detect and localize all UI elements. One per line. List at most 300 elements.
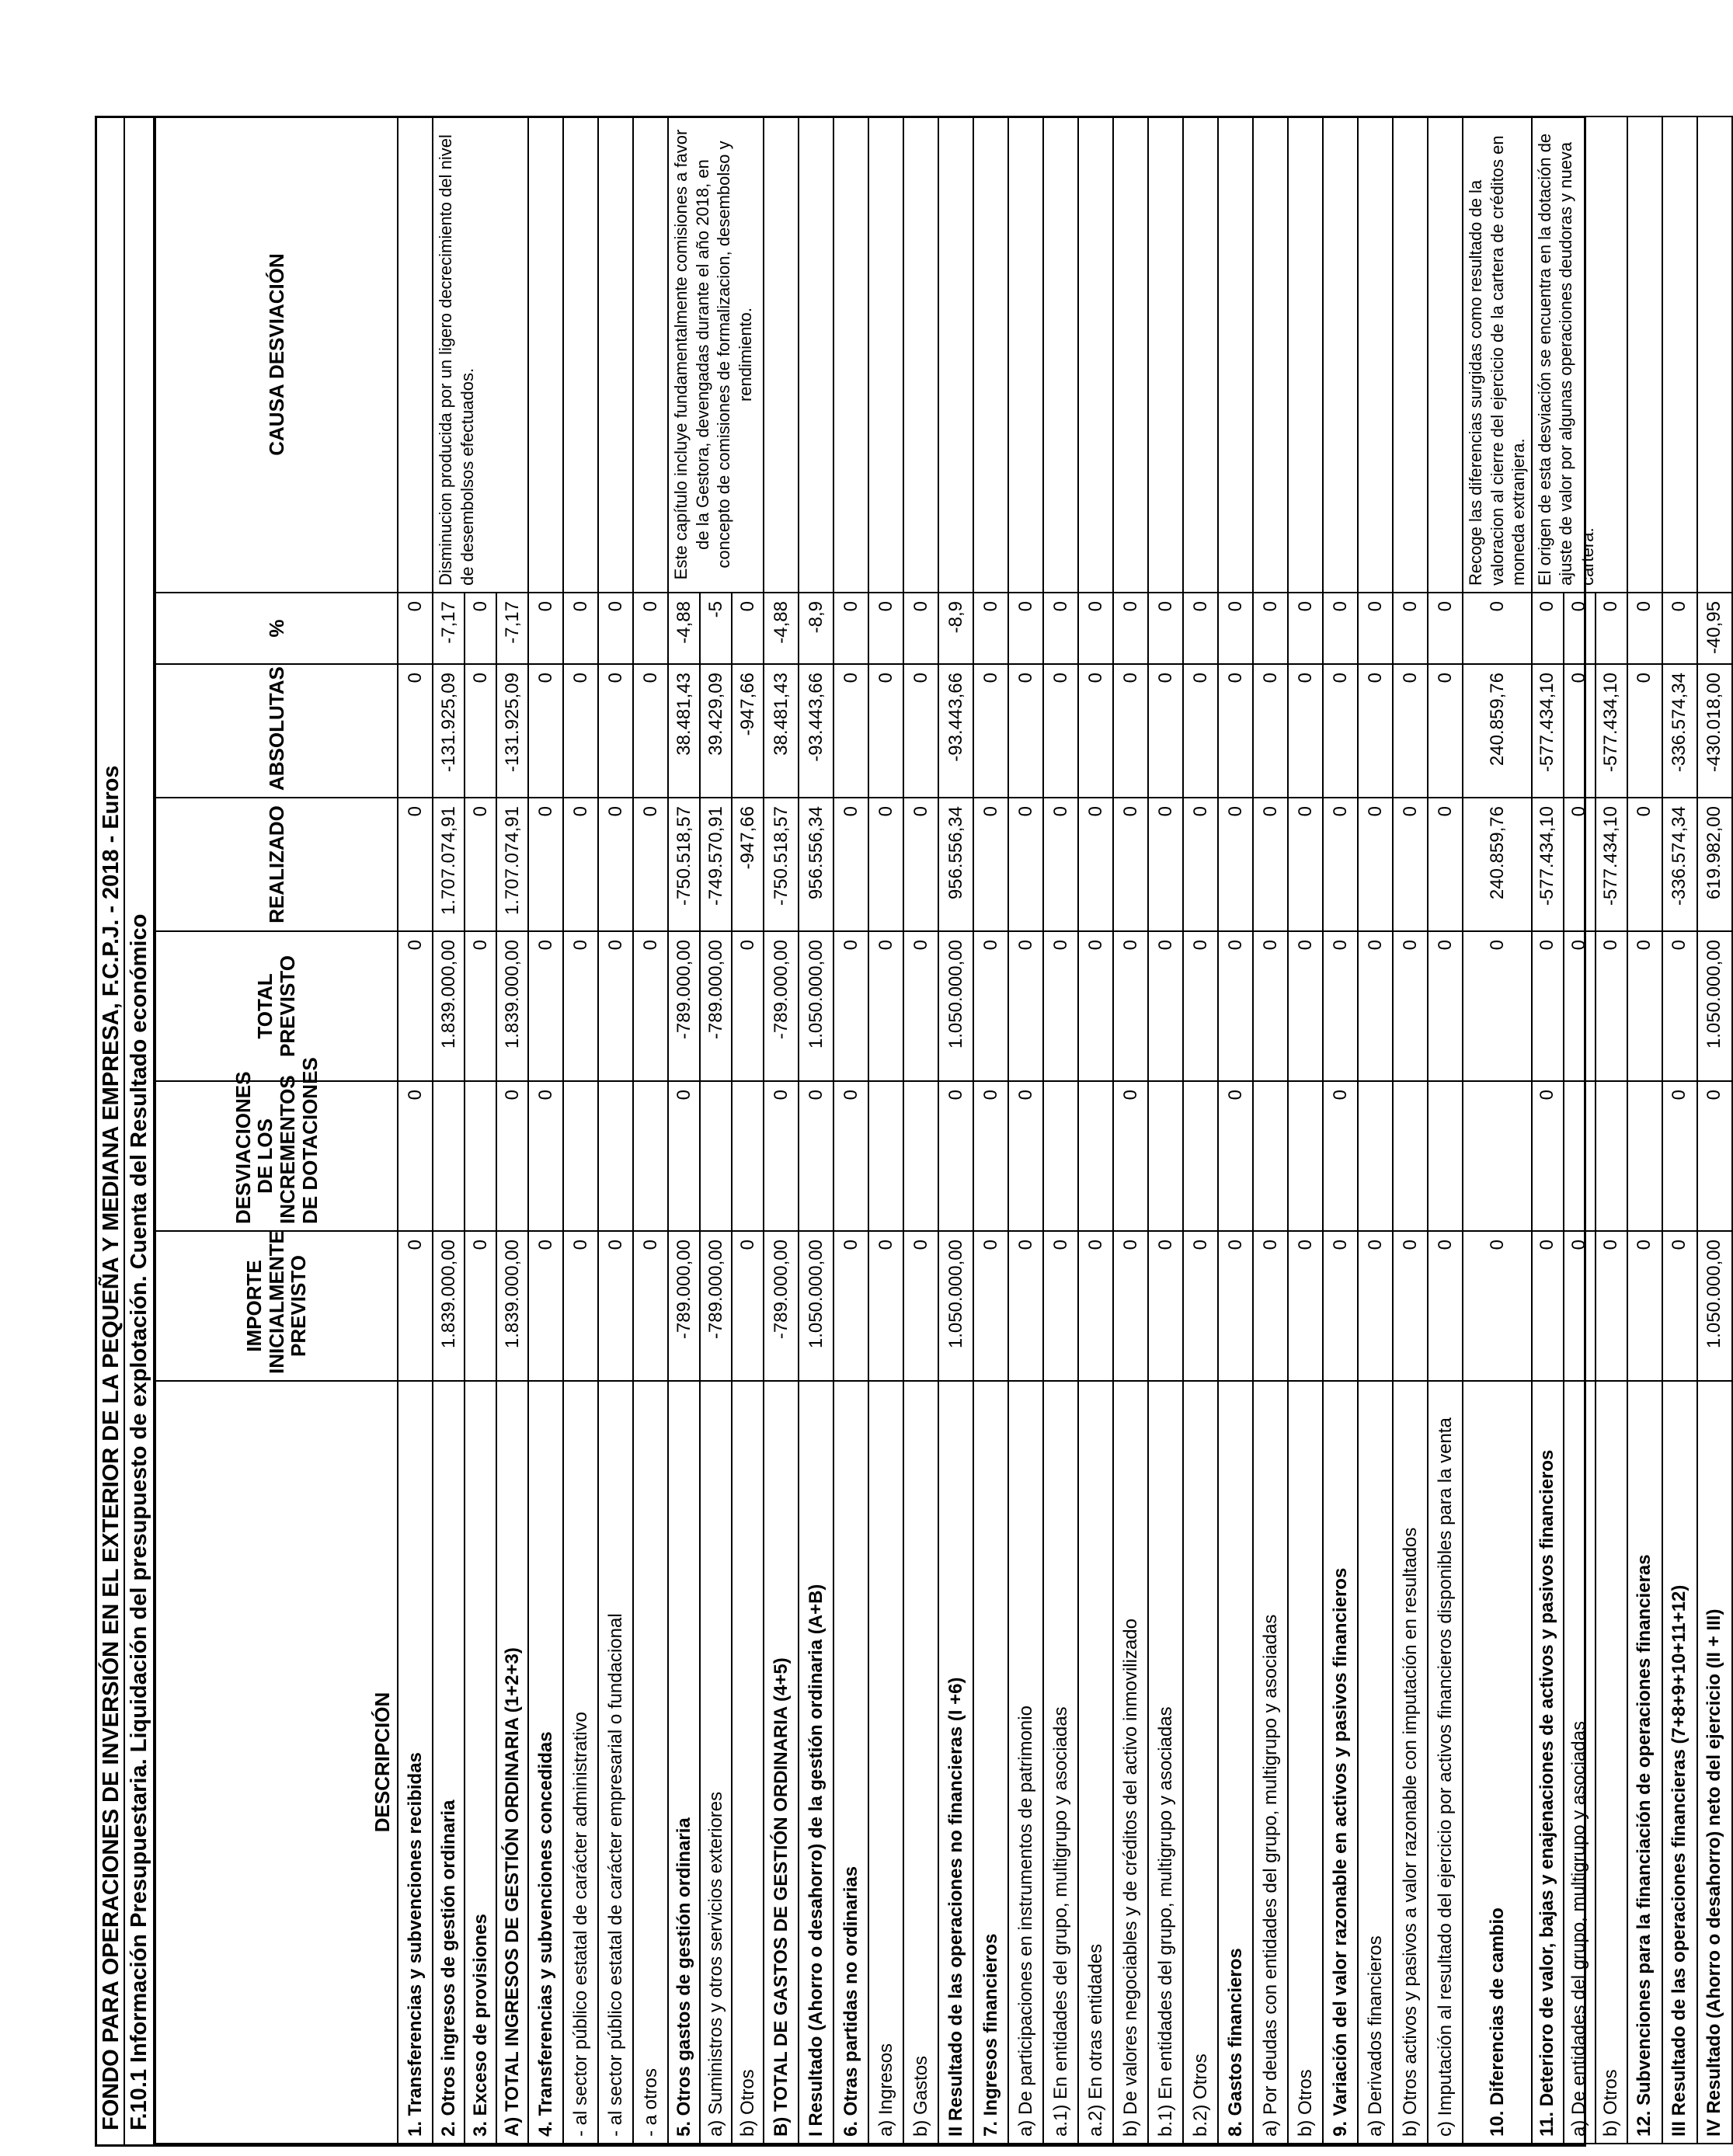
cell-causa-desviacion-empty xyxy=(1253,116,1288,593)
row-description: a) Suministros y otros servicios exteriores xyxy=(700,1381,732,2144)
cell-realizado: 0 xyxy=(973,798,1008,931)
row-description: - al sector público estatal de carácter administrativo xyxy=(563,1381,598,2144)
cell-total-previsto: 0 xyxy=(465,931,496,1081)
cell-desviaciones-incrementos: 0 xyxy=(1532,1081,1564,1231)
header-realizado: REALIZADO xyxy=(155,798,398,931)
cell-total-previsto: 0 xyxy=(1183,931,1218,1081)
table-row xyxy=(598,116,633,2144)
cell-desviaciones-incrementos: 0 xyxy=(1323,1081,1358,1231)
cell-importe-inicial: -789.000,00 xyxy=(764,1231,799,1381)
cell-desviaciones-incrementos: 0 xyxy=(1662,1081,1697,1231)
cell-realizado: -749.570,91 xyxy=(700,798,732,931)
table-row xyxy=(868,116,903,2144)
cell-desviaciones-incrementos: 0 xyxy=(938,1081,973,1231)
cell-desviaciones-incrementos xyxy=(1043,1081,1078,1231)
cell-desviaciones-incrementos: 0 xyxy=(799,1081,833,1231)
table-row xyxy=(1627,116,1662,2144)
cell-porcentaje: 0 xyxy=(1463,593,1532,664)
cell-desviaciones-incrementos xyxy=(1358,1081,1393,1231)
cell-absolutas: 0 xyxy=(598,664,633,798)
cell-desviaciones-incrementos xyxy=(465,1081,496,1231)
cell-total-previsto: 0 xyxy=(1148,931,1183,1081)
table-row xyxy=(799,116,833,2144)
row-description: b) Gastos xyxy=(903,1381,938,2144)
table-row xyxy=(1662,116,1697,2144)
cell-realizado: 0 xyxy=(868,798,903,931)
cell-porcentaje: 0 xyxy=(1113,593,1148,664)
cell-total-previsto: 0 xyxy=(973,931,1008,1081)
cell-absolutas: 39.429,09 xyxy=(700,664,732,798)
cell-realizado: 0 xyxy=(1253,798,1288,931)
row-description: B) TOTAL DE GASTOS DE GESTIÓN ORDINARIA (4+5) xyxy=(764,1381,799,2144)
table-row xyxy=(1358,116,1393,2144)
cell-total-previsto: 1.050.000,00 xyxy=(938,931,973,1081)
cell-desviaciones-incrementos xyxy=(633,1081,668,1231)
header-importe-inicial: IMPORTE INICIALMENTE PREVISTO xyxy=(155,1231,398,1381)
cell-absolutas: 0 xyxy=(1008,664,1043,798)
cell-importe-inicial: 0 xyxy=(1148,1231,1183,1381)
cell-causa-desviacion-empty xyxy=(1148,116,1183,593)
row-description: 8. Gastos financieros xyxy=(1218,1381,1253,2144)
cell-desviaciones-incrementos: 0 xyxy=(1218,1081,1253,1231)
table-row xyxy=(938,116,973,2144)
row-description: b) Otros xyxy=(1288,1381,1323,2144)
cell-importe-inicial: 0 xyxy=(398,1231,433,1381)
cell-causa-desviacion-empty xyxy=(973,116,1008,593)
row-description: - al sector público estatal de carácter empresarial o fundacional xyxy=(598,1381,633,2144)
cell-porcentaje: -8,9 xyxy=(799,593,833,664)
row-description: 7. Ingresos financieros xyxy=(973,1381,1008,2144)
cell-total-previsto: 0 xyxy=(1358,931,1393,1081)
cell-porcentaje: 0 xyxy=(1078,593,1113,664)
row-description: 12. Subvenciones para la financiación de operaciones financieras xyxy=(1627,1381,1662,2144)
cell-porcentaje: -4,88 xyxy=(764,593,799,664)
header-absolutas: ABSOLUTAS xyxy=(155,664,398,798)
cell-realizado: 0 xyxy=(398,798,433,931)
cell-realizado: 0 xyxy=(1078,798,1113,931)
cell-importe-inicial: 0 xyxy=(1358,1231,1393,1381)
cell-realizado: 0 xyxy=(1218,798,1253,931)
cell-causa-desviacion-empty xyxy=(1078,116,1113,593)
cell-causa-desviacion-empty xyxy=(1218,116,1253,593)
cell-total-previsto: 0 xyxy=(1627,931,1662,1081)
table-row xyxy=(1323,116,1358,2144)
row-description: 2. Otros ingresos de gestión ordinaria xyxy=(433,1381,465,2144)
cell-causa-desviacion-empty xyxy=(1697,116,1732,593)
cell-desviaciones-incrementos: 0 xyxy=(528,1081,563,1231)
row-description: 9. Variación del valor razonable en activos y pasivos financieros xyxy=(1323,1381,1358,2144)
cell-absolutas: 0 xyxy=(903,664,938,798)
cell-realizado: 0 xyxy=(528,798,563,931)
cell-porcentaje: 0 xyxy=(973,593,1008,664)
cell-total-previsto: 0 xyxy=(528,931,563,1081)
cell-importe-inicial: 0 xyxy=(563,1231,598,1381)
cell-total-previsto: 0 xyxy=(1008,931,1043,1081)
table-row xyxy=(1697,116,1732,2144)
cell-causa-desviacion-empty xyxy=(1358,116,1393,593)
cell-porcentaje: 0 xyxy=(833,593,868,664)
header-porcentaje: % xyxy=(155,593,398,664)
cell-absolutas: 0 xyxy=(398,664,433,798)
cell-importe-inicial: 0 xyxy=(868,1231,903,1381)
cell-desviaciones-incrementos xyxy=(1393,1081,1428,1231)
table-row xyxy=(563,116,598,2144)
cell-total-previsto: 0 xyxy=(1428,931,1463,1081)
cell-porcentaje: 0 xyxy=(563,593,598,664)
row-description: 1. Transferencias y subvenciones recibidas xyxy=(398,1381,433,2144)
cell-realizado: 0 xyxy=(1043,798,1078,931)
cell-realizado: 0 xyxy=(1393,798,1428,931)
cell-desviaciones-incrementos: 0 xyxy=(668,1081,700,1231)
cell-causa-desviacion-empty xyxy=(563,116,598,593)
cell-realizado: -577.434,10 xyxy=(1596,798,1627,931)
header-descripcion: DESCRIPCIÓN xyxy=(155,1381,398,2144)
row-description: - a otros xyxy=(633,1381,668,2144)
cell-absolutas: 0 xyxy=(1183,664,1218,798)
cell-desviaciones-incrementos xyxy=(433,1081,465,1231)
cell-total-previsto: -789.000,00 xyxy=(764,931,799,1081)
cell-absolutas: 0 xyxy=(633,664,668,798)
cell-causa-desviacion-empty xyxy=(1183,116,1218,593)
cell-porcentaje: 0 xyxy=(903,593,938,664)
cell-porcentaje: 0 xyxy=(868,593,903,664)
cell-porcentaje: 0 xyxy=(398,593,433,664)
cell-realizado: -577.434,10 xyxy=(1532,798,1564,931)
cell-realizado: 0 xyxy=(1564,798,1596,931)
cell-porcentaje: -5 xyxy=(700,593,732,664)
cell-importe-inicial: 0 xyxy=(1532,1231,1564,1381)
cell-causa-desviacion-empty xyxy=(833,116,868,593)
report-subtitle: F.10.1 Información Presupuestaria. Liquidación del presupuesto de explotación. Cuenta del Resultado económico xyxy=(125,118,155,2144)
row-description: 3. Exceso de provisiones xyxy=(465,1381,496,2144)
cell-desviaciones-incrementos: 0 xyxy=(398,1081,433,1231)
cell-importe-inicial: -789.000,00 xyxy=(700,1231,732,1381)
cell-causa-desviacion: Este capítulo incluye fundamentalmente comisiones a favor de la Gestora, devengadas durante el año 2018, en concepto de comisiones de formalizacion, desembolso y rendimiento. xyxy=(668,116,764,593)
cell-total-previsto: 0 xyxy=(633,931,668,1081)
cell-porcentaje: -40,95 xyxy=(1697,593,1732,664)
cell-causa-desviacion: El origen de esta desviación se encuentra en la dotación de ajuste de valor por algunas operaciones deudoras y nueva cartera. xyxy=(1532,116,1627,593)
table-row xyxy=(528,116,563,2144)
cell-total-previsto: 0 xyxy=(1218,931,1253,1081)
cell-causa-desviacion: Disminucion producida por un ligero decrecimiento del nivel de desembolsos efectuados. xyxy=(433,116,528,593)
cell-desviaciones-incrementos xyxy=(868,1081,903,1231)
cell-importe-inicial: 0 xyxy=(903,1231,938,1381)
cell-porcentaje: 0 xyxy=(1564,593,1596,664)
cell-absolutas: 0 xyxy=(1113,664,1148,798)
table-row xyxy=(1463,116,1532,2144)
cell-realizado: 0 xyxy=(563,798,598,931)
cell-porcentaje: -7,17 xyxy=(433,593,465,664)
cell-importe-inicial: 0 xyxy=(1113,1231,1148,1381)
cell-total-previsto: 1.839.000,00 xyxy=(496,931,528,1081)
cell-absolutas: -336.574,34 xyxy=(1662,664,1697,798)
cell-absolutas: 240.859,76 xyxy=(1463,664,1532,798)
table-row xyxy=(1148,116,1183,2144)
cell-importe-inicial: 0 xyxy=(528,1231,563,1381)
cell-causa-desviacion-empty xyxy=(1288,116,1323,593)
cell-importe-inicial: 0 xyxy=(598,1231,633,1381)
cell-realizado: -336.574,34 xyxy=(1662,798,1697,931)
row-description: II Resultado de las operaciones no financieras (I +6) xyxy=(938,1381,973,2144)
cell-realizado: 0 xyxy=(833,798,868,931)
cell-absolutas: 0 xyxy=(1393,664,1428,798)
cell-desviaciones-incrementos xyxy=(1564,1081,1596,1231)
row-description: c) Imputación al resultado del ejercicio por activos financieros disponibles para la venta xyxy=(1428,1381,1463,2144)
cell-total-previsto: 0 xyxy=(1463,931,1532,1081)
cell-desviaciones-incrementos xyxy=(1148,1081,1183,1231)
cell-desviaciones-incrementos xyxy=(563,1081,598,1231)
cell-importe-inicial: 1.050.000,00 xyxy=(938,1231,973,1381)
cell-desviaciones-incrementos xyxy=(1596,1081,1627,1231)
cell-realizado: 0 xyxy=(1627,798,1662,931)
row-description: 5. Otros gastos de gestión ordinaria xyxy=(668,1381,700,2144)
cell-realizado: 0 xyxy=(1323,798,1358,931)
cell-realizado: 0 xyxy=(1008,798,1043,931)
cell-importe-inicial: -789.000,00 xyxy=(668,1231,700,1381)
row-description: b.1) En entidades del grupo, multigrupo y asociadas xyxy=(1148,1381,1183,2144)
table-row xyxy=(433,116,465,2144)
table-body xyxy=(398,116,1732,2144)
cell-realizado: -947,66 xyxy=(732,798,764,931)
table-row xyxy=(903,116,938,2144)
cell-absolutas: 0 xyxy=(465,664,496,798)
cell-importe-inicial: 0 xyxy=(833,1231,868,1381)
cell-porcentaje: 0 xyxy=(1218,593,1253,664)
cell-porcentaje: 0 xyxy=(1393,593,1428,664)
cell-importe-inicial: 0 xyxy=(1564,1231,1596,1381)
header-total-previsto: TOTAL PREVISTO xyxy=(155,931,398,1081)
row-description: III Resultado de las operaciones financieras (7+8+9+10+11+12) xyxy=(1662,1381,1697,2144)
row-description: a) De entidades del grupo, multigrupo y asociadas xyxy=(1564,1381,1596,2144)
cell-importe-inicial: 0 xyxy=(973,1231,1008,1381)
table-row xyxy=(1008,116,1043,2144)
cell-porcentaje: 0 xyxy=(1288,593,1323,664)
row-description: a) De participaciones en instrumentos de patrimonio xyxy=(1008,1381,1043,2144)
cell-importe-inicial: 0 xyxy=(1253,1231,1288,1381)
cell-desviaciones-incrementos xyxy=(1428,1081,1463,1231)
cell-porcentaje: 0 xyxy=(465,593,496,664)
cell-total-previsto: 0 xyxy=(1532,931,1564,1081)
cell-total-previsto: 1.050.000,00 xyxy=(799,931,833,1081)
cell-total-previsto: 0 xyxy=(1078,931,1113,1081)
cell-importe-inicial: 0 xyxy=(1596,1231,1627,1381)
table-row xyxy=(973,116,1008,2144)
cell-porcentaje: 0 xyxy=(1323,593,1358,664)
row-description: I Resultado (Ahorro o desahorro) de la gestión ordinaria (A+B) xyxy=(799,1381,833,2144)
cell-causa-desviacion-empty xyxy=(398,116,433,593)
cell-importe-inicial: 0 xyxy=(1323,1231,1358,1381)
table-row xyxy=(1532,116,1564,2144)
table-row xyxy=(1253,116,1288,2144)
cell-absolutas: 0 xyxy=(1358,664,1393,798)
cell-importe-inicial: 0 xyxy=(1008,1231,1043,1381)
cell-causa-desviacion-empty xyxy=(1043,116,1078,593)
cell-causa-desviacion-empty xyxy=(1662,116,1697,593)
row-description: a) Ingresos xyxy=(868,1381,903,2144)
cell-importe-inicial: 1.839.000,00 xyxy=(496,1231,528,1381)
row-description: 6. Otras partidas no ordinarias xyxy=(833,1381,868,2144)
cell-absolutas: -93.443,66 xyxy=(799,664,833,798)
cell-realizado: 0 xyxy=(1358,798,1393,931)
table-row xyxy=(398,116,433,2144)
cell-absolutas: 0 xyxy=(1148,664,1183,798)
cell-total-previsto: -789.000,00 xyxy=(700,931,732,1081)
cell-absolutas: 0 xyxy=(1078,664,1113,798)
cell-absolutas: 0 xyxy=(868,664,903,798)
cell-realizado: 0 xyxy=(633,798,668,931)
cell-importe-inicial: 0 xyxy=(1393,1231,1428,1381)
cell-porcentaje: 0 xyxy=(1596,593,1627,664)
cell-causa-desviacion-empty xyxy=(1323,116,1358,593)
cell-porcentaje: -7,17 xyxy=(496,593,528,664)
cell-absolutas: 0 xyxy=(1428,664,1463,798)
table-row xyxy=(833,116,868,2144)
cell-importe-inicial: 0 xyxy=(1662,1231,1697,1381)
cell-desviaciones-incrementos: 0 xyxy=(764,1081,799,1231)
cell-importe-inicial: 0 xyxy=(1627,1231,1662,1381)
cell-absolutas: 0 xyxy=(1564,664,1596,798)
cell-absolutas: 0 xyxy=(1043,664,1078,798)
cell-total-previsto: 0 xyxy=(563,931,598,1081)
cell-realizado: 956.556,34 xyxy=(799,798,833,931)
cell-desviaciones-incrementos xyxy=(1463,1081,1532,1231)
cell-realizado: 1.707.074,91 xyxy=(433,798,465,931)
cell-realizado: 1.707.074,91 xyxy=(496,798,528,931)
cell-total-previsto: 0 xyxy=(833,931,868,1081)
cell-causa-desviacion-empty xyxy=(903,116,938,593)
cell-absolutas: 0 xyxy=(833,664,868,798)
cell-realizado: 0 xyxy=(465,798,496,931)
cell-total-previsto: 0 xyxy=(1288,931,1323,1081)
table-row xyxy=(668,116,700,2144)
cell-total-previsto: 0 xyxy=(1323,931,1358,1081)
cell-porcentaje: 0 xyxy=(1253,593,1288,664)
row-description: a.1) En entidades del grupo, multigrupo y asociadas xyxy=(1043,1381,1078,2144)
row-description: b) Otros activos y pasivos a valor razonable con imputación en resultados xyxy=(1393,1381,1428,2144)
row-description: 4. Transferencias y subvenciones concedidas xyxy=(528,1381,563,2144)
row-description: b) Otros xyxy=(732,1381,764,2144)
cell-realizado: 0 xyxy=(1113,798,1148,931)
table-header-row xyxy=(155,116,398,2144)
cell-porcentaje: 0 xyxy=(528,593,563,664)
cell-importe-inicial: 1.050.000,00 xyxy=(1697,1231,1732,1381)
cell-total-previsto: -789.000,00 xyxy=(668,931,700,1081)
report-title: FONDO PARA OPERACIONES DE INVERSIÓN EN EL EXTERIOR DE LA PEQUEÑA Y MEDIANA EMPRESA, F.C.P.J. - 2018 - Euros xyxy=(97,118,125,2144)
cell-absolutas: -430.018,00 xyxy=(1697,664,1732,798)
cell-realizado: 956.556,34 xyxy=(938,798,973,931)
cell-absolutas: 0 xyxy=(1218,664,1253,798)
cell-desviaciones-incrementos xyxy=(700,1081,732,1231)
cell-total-previsto: 0 xyxy=(1564,931,1596,1081)
row-description: a.2) En otras entidades xyxy=(1078,1381,1113,2144)
cell-desviaciones-incrementos: 0 xyxy=(496,1081,528,1231)
table-row xyxy=(1428,116,1463,2144)
row-description: IV Resultado (Ahorro o desahorro) neto del ejercicio (II + III) xyxy=(1697,1381,1732,2144)
cell-porcentaje: 0 xyxy=(1358,593,1393,664)
cell-causa-desviacion-empty xyxy=(598,116,633,593)
cell-importe-inicial: 0 xyxy=(1218,1231,1253,1381)
cell-absolutas: 0 xyxy=(1288,664,1323,798)
cell-total-previsto: 0 xyxy=(398,931,433,1081)
cell-porcentaje: 0 xyxy=(598,593,633,664)
cell-porcentaje: 0 xyxy=(1183,593,1218,664)
cell-causa-desviacion-empty xyxy=(1627,116,1662,593)
cell-absolutas: -93.443,66 xyxy=(938,664,973,798)
cell-absolutas: -131.925,09 xyxy=(496,664,528,798)
cell-realizado: 619.982,00 xyxy=(1697,798,1732,931)
report-sheet xyxy=(95,116,1725,2147)
cell-importe-inicial: 1.839.000,00 xyxy=(433,1231,465,1381)
cell-total-previsto: 0 xyxy=(903,931,938,1081)
cell-absolutas: -577.434,10 xyxy=(1596,664,1627,798)
cell-porcentaje: 0 xyxy=(1532,593,1564,664)
cell-total-previsto: 0 xyxy=(598,931,633,1081)
cell-absolutas: 0 xyxy=(1323,664,1358,798)
cell-importe-inicial: 0 xyxy=(1288,1231,1323,1381)
table-row xyxy=(1183,116,1218,2144)
cell-desviaciones-incrementos xyxy=(1183,1081,1218,1231)
cell-causa-desviacion-empty xyxy=(799,116,833,593)
cell-importe-inicial: 0 xyxy=(1043,1231,1078,1381)
cell-absolutas: 0 xyxy=(1253,664,1288,798)
cell-causa-desviacion-empty xyxy=(633,116,668,593)
table-row xyxy=(1393,116,1428,2144)
cell-causa-desviacion-empty xyxy=(1113,116,1148,593)
cell-desviaciones-incrementos xyxy=(1288,1081,1323,1231)
row-description: b) Otros xyxy=(1596,1381,1627,2144)
cell-desviaciones-incrementos xyxy=(1627,1081,1662,1231)
cell-realizado: -750.518,57 xyxy=(668,798,700,931)
cell-realizado: 0 xyxy=(903,798,938,931)
cell-porcentaje: 0 xyxy=(1008,593,1043,664)
cell-absolutas: -577.434,10 xyxy=(1532,664,1564,798)
cell-desviaciones-incrementos: 0 xyxy=(1113,1081,1148,1231)
cell-desviaciones-incrementos xyxy=(732,1081,764,1231)
cell-porcentaje: 0 xyxy=(1662,593,1697,664)
cell-realizado: 0 xyxy=(1183,798,1218,931)
header-desviaciones-incrementos: DESVIACIONES DE LOS INCREMENTOS DE DOTACIONES xyxy=(155,1081,398,1231)
cell-desviaciones-incrementos xyxy=(1253,1081,1288,1231)
row-description: a) Derivados financieros xyxy=(1358,1381,1393,2144)
cell-desviaciones-incrementos: 0 xyxy=(973,1081,1008,1231)
cell-porcentaje: 0 xyxy=(1428,593,1463,664)
cell-total-previsto: 0 xyxy=(1393,931,1428,1081)
cell-total-previsto: 0 xyxy=(1043,931,1078,1081)
cell-importe-inicial: 0 xyxy=(1183,1231,1218,1381)
cell-absolutas: 0 xyxy=(563,664,598,798)
cell-realizado: 0 xyxy=(598,798,633,931)
cell-total-previsto: 1.050.000,00 xyxy=(1697,931,1732,1081)
cell-importe-inicial: 0 xyxy=(732,1231,764,1381)
cell-absolutas: 38.481,43 xyxy=(764,664,799,798)
cell-total-previsto: 0 xyxy=(1253,931,1288,1081)
cell-total-previsto: 1.839.000,00 xyxy=(433,931,465,1081)
cell-desviaciones-incrementos xyxy=(598,1081,633,1231)
cell-total-previsto: 0 xyxy=(732,931,764,1081)
cell-desviaciones-incrementos xyxy=(903,1081,938,1231)
table-row xyxy=(1288,116,1323,2144)
row-description: A) TOTAL INGRESOS DE GESTIÓN ORDINARIA (1+2+3) xyxy=(496,1381,528,2144)
table-row xyxy=(1043,116,1078,2144)
cell-desviaciones-incrementos: 0 xyxy=(1697,1081,1732,1231)
cell-absolutas: 38.481,43 xyxy=(668,664,700,798)
cell-causa-desviacion-empty xyxy=(868,116,903,593)
header-causa-desviacion: CAUSA DESVIACIÓN xyxy=(155,116,398,593)
cell-realizado: 0 xyxy=(1288,798,1323,931)
cell-causa-desviacion-empty xyxy=(1008,116,1043,593)
cell-realizado: 0 xyxy=(1148,798,1183,931)
row-description: b) De valores negociables y de créditos del activo inmovilizado xyxy=(1113,1381,1148,2144)
